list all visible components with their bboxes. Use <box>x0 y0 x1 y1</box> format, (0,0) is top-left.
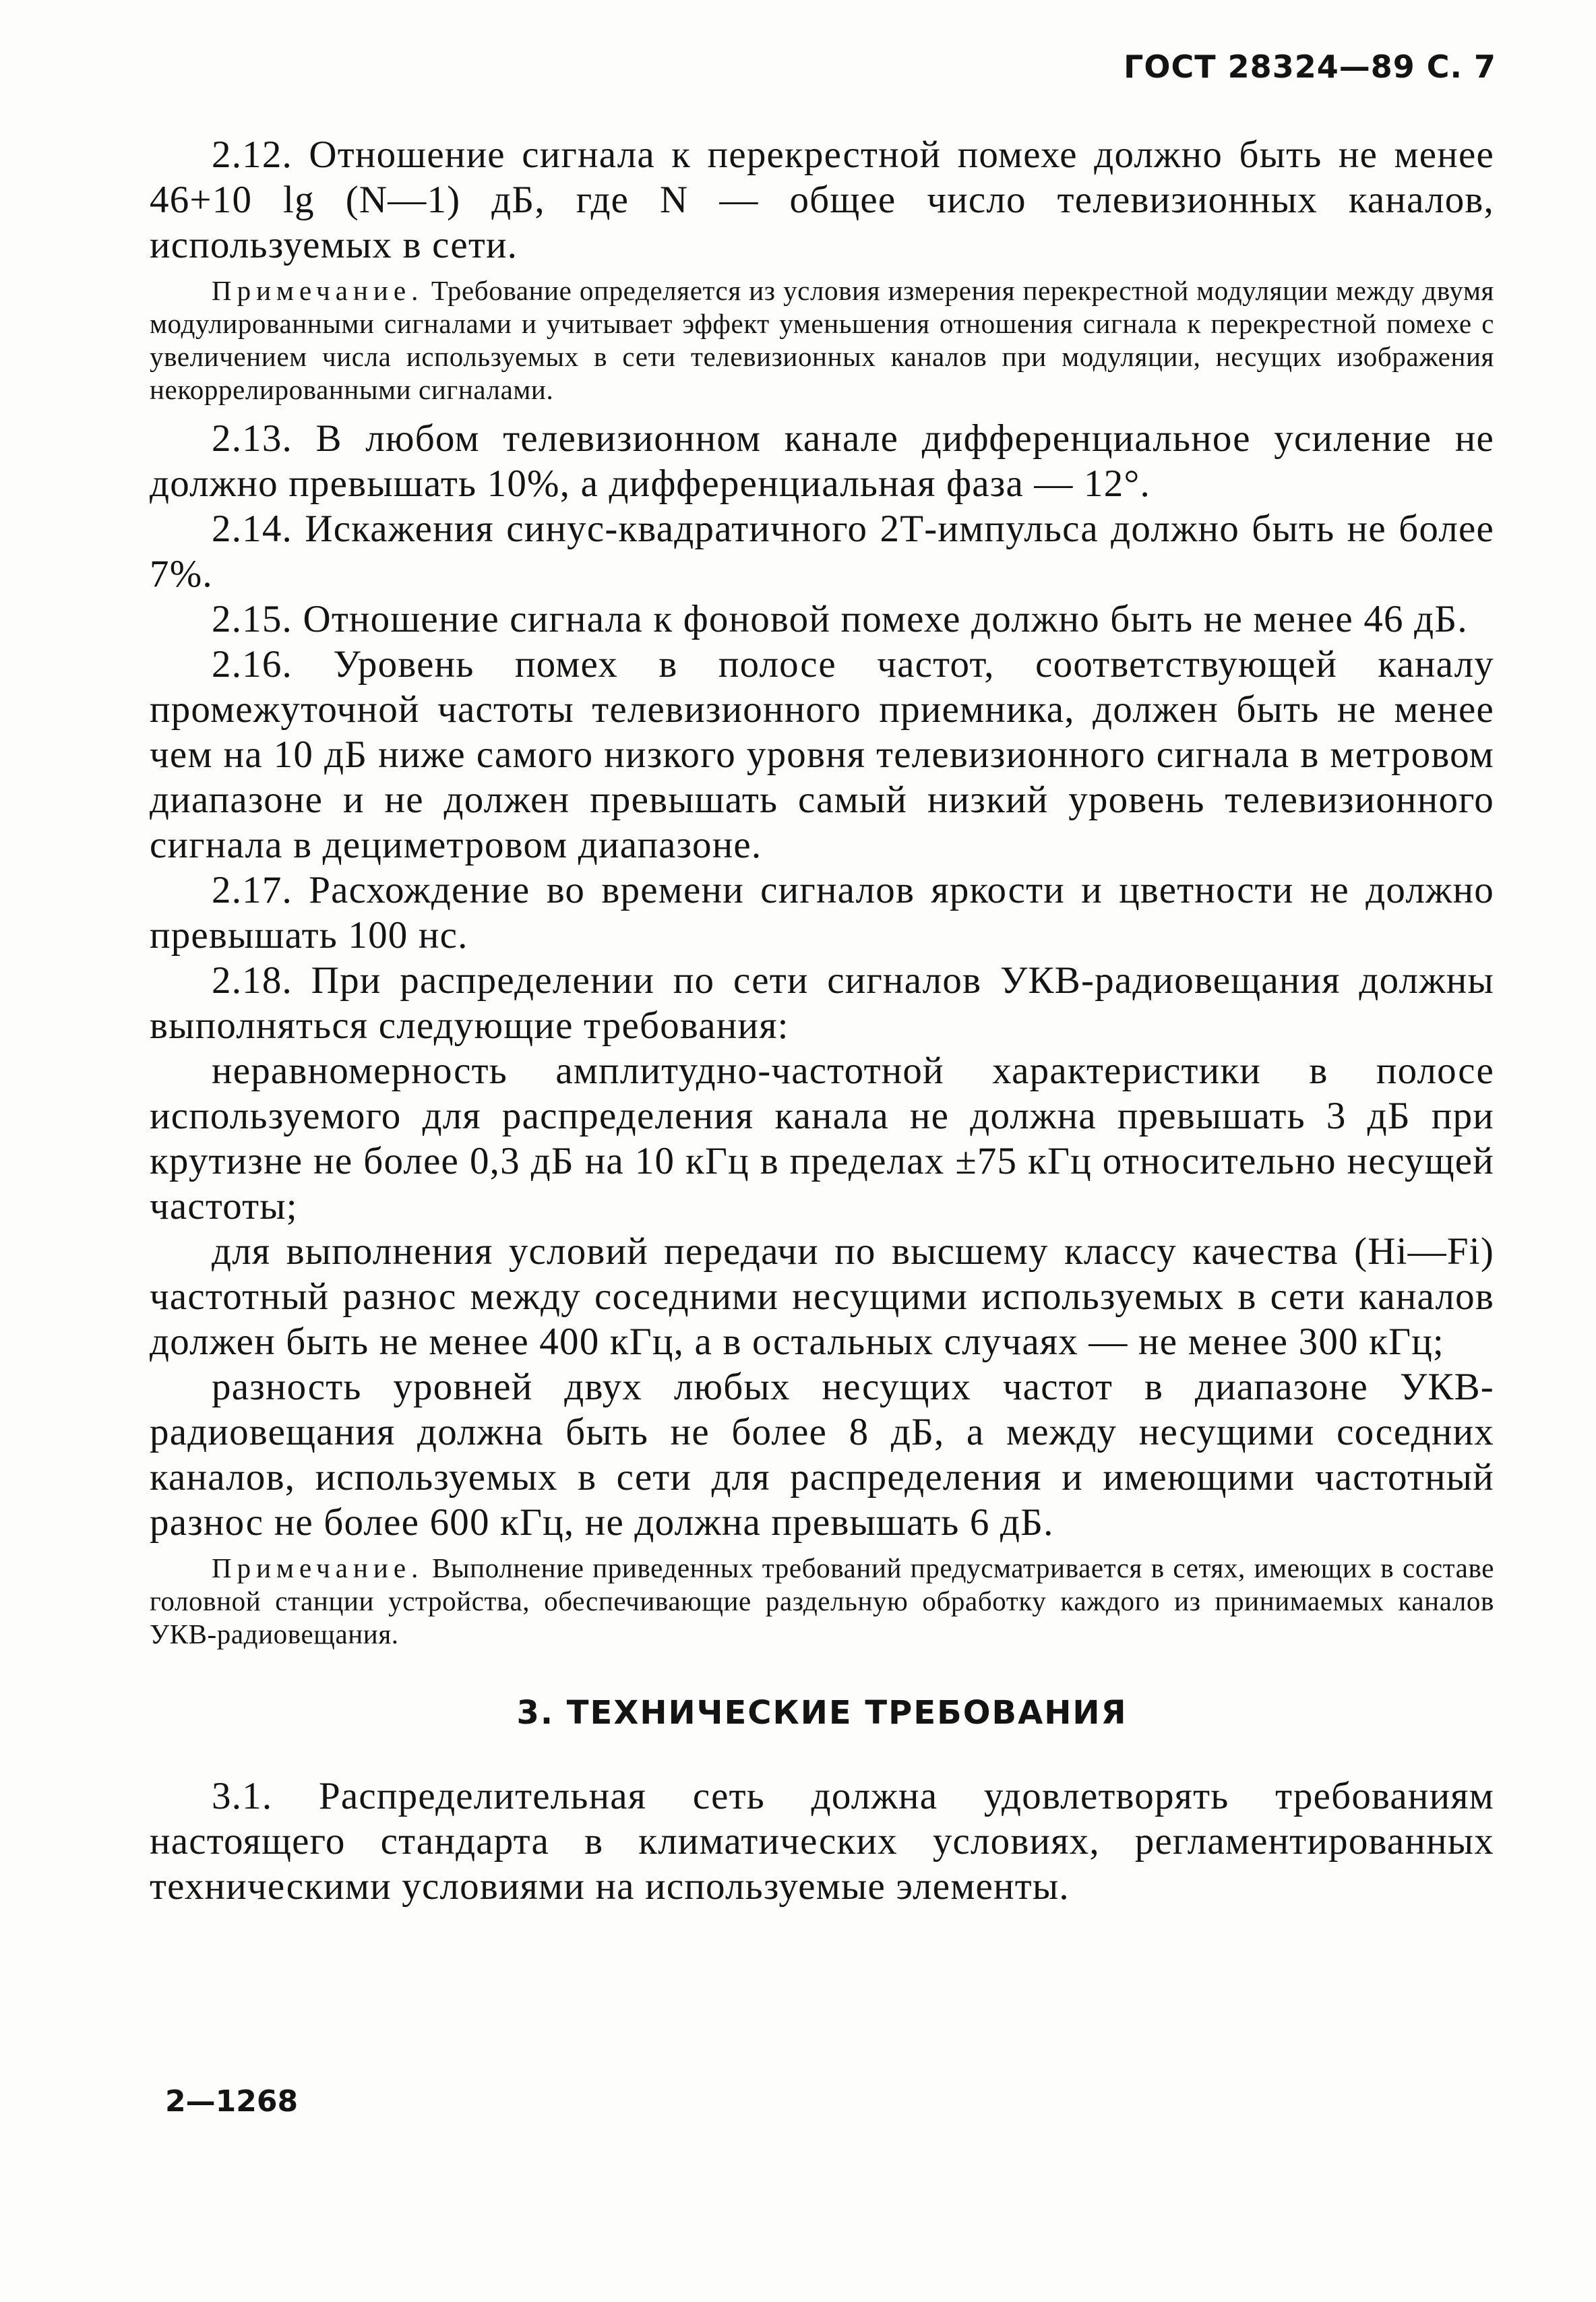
clause-2-17: 2.17. Расхождение во времени сигналов яркости и цветности не должно превышать 100 нс. <box>150 869 1494 957</box>
clause-2-18-item-3: разность уровней двух любых несущих частот в диапазоне УКВ-радиовещания должна быть не более 8 дБ, а между несущими соседних каналов, используемых в сети для распределения и имеющими частотный разнос не более 600 кГц, не должна превышать 6 дБ. <box>150 1366 1494 1544</box>
clause-2-18-item-2: для выполнения условий передачи по высшему классу качества (Hi—Fi) частотный разнос между соседними несущими используемых в сети каналов должен быть не менее 400 кГц, а в остальных случаях — не менее 300 кГц; <box>150 1230 1494 1363</box>
clause-3-1: 3.1. Распределительная сеть должна удовлетворять требованиям настоящего стандарта в климатических условиях, регламентированных техническими условиями на используемые элементы. <box>150 1775 1494 1908</box>
clause-2-14: 2.14. Искажения синус-квадратичного 2Т-импульса должно быть не более 7%. <box>150 508 1494 595</box>
note-text: Выполнение приведенных требований предусматривается в сетях, имеющих в составе головной станции устройства, обеспечивающие раздельную обработку каждого из принимаемых каналов УКВ-радиовещания. <box>150 1552 1494 1649</box>
page-content <box>150 132 1494 1909</box>
clause-2-18: 2.18. При распределении по сети сигналов УКВ-радиовещания должны выполняться следующие требования: <box>150 959 1494 1047</box>
clause-2-18-item-1: неравномерность амплитудно-частотной характеристики в полосе используемого для распределения канала не должна превышать 3 дБ при крутизне не более 0,3 дБ на 10 кГц в пределах ±75 кГц относительно несущей частоты; <box>150 1050 1494 1228</box>
note-clause-2-12 <box>150 274 1494 406</box>
clause-2-15: 2.15. Отношение сигнала к фоновой помехе должно быть не менее 46 дБ. <box>212 598 1468 640</box>
section-3-title: 3. ТЕХНИЧЕСКИЕ ТРЕБОВАНИЯ <box>516 1694 1128 1732</box>
clause-2-16: 2.16. Уровень помех в полосе частот, соответствующей каналу промежуточной частоты телевизионного приемника, должен быть не менее чем на 10 дБ ниже самого низкого уровня телевизионного сигнала в метровом диапазоне и не должен превышать самый низкий уровень телевизионного сигнала в дециметровом диапазоне. <box>150 643 1494 866</box>
page-header: ГОСТ 28324—89 С. 7 <box>1124 49 1496 85</box>
note-text: Требование определяется из условия измерения перекрестной модуляции между двумя модулированными сигналами и учитывает эффект уменьшения отношения сигнала к перекрестной помехе с увеличением числа используемых в сети телевизионных каналов при модуляции, несущих изображения некоррелированными сигналами. <box>150 275 1494 405</box>
note-clause-2-18 <box>150 1552 1494 1651</box>
clause-2-13: 2.13. В любом телевизионном канале дифференциальное усиление не должно превышать 10%, а дифференциальная фаза — 12°. <box>150 417 1494 505</box>
note-label: Примечание. <box>212 275 424 306</box>
clause-2-12: 2.12. Отношение сигнала к перекрестной помехе должно быть не менее 46+10 lg (N—1) дБ, где N — общее число телевизионных каналов, используемых в сети. <box>150 133 1494 266</box>
note-label: Примечание. <box>212 1552 424 1583</box>
page-footer: 2—1268 <box>165 2084 299 2119</box>
